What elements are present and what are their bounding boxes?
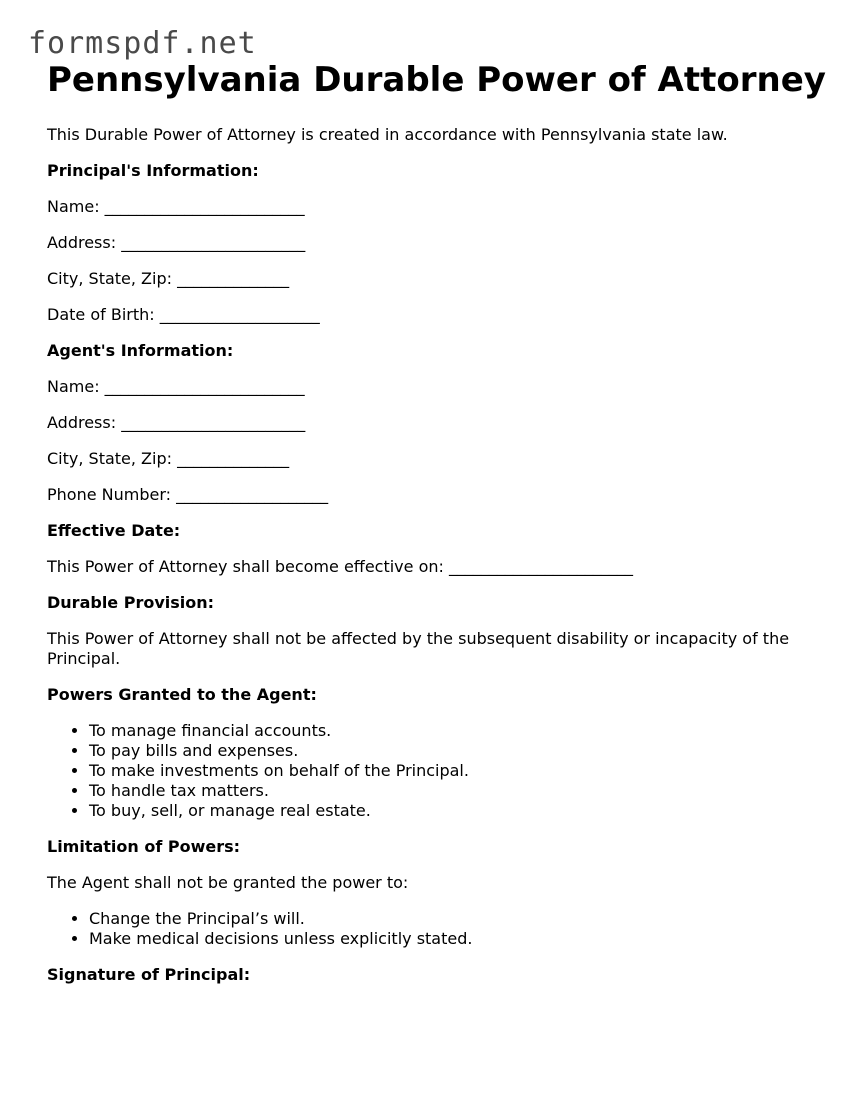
principal-city-field: City, State, Zip: ______________ bbox=[47, 269, 290, 288]
powers-heading: Powers Granted to the Agent: bbox=[47, 685, 317, 704]
list-item: • To pay bills and expenses. bbox=[89, 741, 827, 761]
principal-heading: Principal's Information: bbox=[47, 161, 259, 180]
document-title: Pennsylvania Durable Power of Attorney bbox=[47, 60, 826, 100]
list-item: • Make medical decisions unless explicitly stated. bbox=[89, 929, 827, 949]
list-item: • Change the Principal’s will. bbox=[89, 909, 827, 929]
limitation-list bbox=[47, 909, 827, 949]
agent-address-field: Address: _______________________ bbox=[47, 413, 306, 432]
limitation-text: The Agent shall not be granted the power to: bbox=[47, 873, 409, 892]
signature-heading: Signature of Principal: bbox=[47, 965, 251, 984]
powers-list bbox=[47, 721, 827, 821]
list-item: • To handle tax matters. bbox=[89, 781, 827, 801]
list-item: • To buy, sell, or manage real estate. bbox=[89, 801, 827, 821]
agent-name-field: Name: _________________________ bbox=[47, 377, 305, 396]
effective-date-field: This Power of Attorney shall become effective on: _______________________ bbox=[47, 557, 633, 576]
principal-dob-field: Date of Birth: ____________________ bbox=[47, 305, 320, 324]
principal-name-field: Name: _________________________ bbox=[47, 197, 305, 216]
durable-provision-heading: Durable Provision: bbox=[47, 593, 215, 612]
intro-text: This Durable Power of Attorney is created in accordance with Pennsylvania state law. bbox=[47, 125, 728, 144]
principal-address-field: Address: _______________________ bbox=[47, 233, 306, 252]
document-page bbox=[47, 60, 827, 985]
agent-phone-field: Phone Number: ___________________ bbox=[47, 485, 329, 504]
watermark: formspdf.net bbox=[28, 26, 257, 61]
agent-city-field: City, State, Zip: ______________ bbox=[47, 449, 290, 468]
agent-heading: Agent's Information: bbox=[47, 341, 234, 360]
durable-provision-text: This Power of Attorney shall not be affected by the subsequent disability or incapacity of the Principal. bbox=[47, 629, 790, 668]
limitation-heading: Limitation of Powers: bbox=[47, 837, 241, 856]
list-item: • To make investments on behalf of the Principal. bbox=[89, 761, 827, 781]
list-item: • To manage financial accounts. bbox=[89, 721, 827, 741]
effective-date-heading: Effective Date: bbox=[47, 521, 181, 540]
